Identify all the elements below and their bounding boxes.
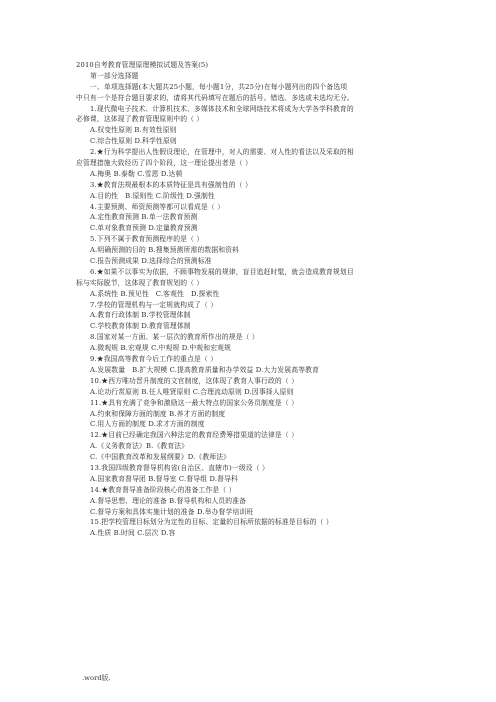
text-line: C.用人方面的制度 D.求才方面的制度 bbox=[90, 420, 205, 429]
text-line: A.定性教育预测 B.单一法教育预测 bbox=[90, 213, 198, 222]
text-line: 12.★目前已经确定我国六种法定的教育经费筹措渠道的法律是（ ） bbox=[90, 431, 299, 440]
text-line: 应管理措施大致经历了四个阶段，这一理论提出者是（ ） bbox=[76, 159, 252, 168]
text-line: 14.★教育督导准备阶段核心的准备工作是（ ） bbox=[90, 485, 236, 494]
text-line: 7.学校的管理机构与一定规就构成了（ ） bbox=[90, 300, 218, 309]
text-line: 15.把学校管理目标划分为定性的目标、定量的目标所依据的标准是目标的（ ） bbox=[90, 518, 333, 527]
text-line: A.《义务教育法》B.《教育法》 bbox=[90, 442, 189, 451]
text-line: 5.下列不属于教育预测程序的是（ ） bbox=[90, 235, 204, 244]
text-line: A.系统性 B.预见性 C.客观性 D.探索性 bbox=[90, 289, 220, 298]
document-body bbox=[76, 60, 426, 539]
text-line: C.督导方案和具体实施计划的准备 D.举办督学培训班 bbox=[90, 507, 254, 516]
text-line: 6.★如果不以事实为依据，不顾事物发展的规律，盲目追赶时髦，就会造成教育规划目 bbox=[90, 267, 354, 276]
text-line: A.教育行政体制 B.学校管理体制 bbox=[90, 311, 191, 320]
text-line: 一、单项选择题(本大题共25小题，每小题1分，共25分)在每小题列出的四个备选项 bbox=[90, 82, 348, 91]
text-line: A.明确预测的目的 B.搜集预测所需的数据和资料 bbox=[90, 246, 240, 255]
text-line: C.学校教育体制 D.教育管理体制 bbox=[90, 322, 191, 331]
text-line: 2.★行为科学提出人性假设理论，在管理中，对人的需要、对人性的看法以及采取的相 bbox=[90, 148, 354, 157]
page-footer: .word版. bbox=[82, 674, 111, 682]
text-line: 必修课，这体现了教育管理原则中的（ ） bbox=[76, 115, 204, 124]
text-line: 9.★我国高等教育今后工作的重点是（ ） bbox=[90, 355, 218, 364]
text-line: 1.现代微电子技术、计算机技术、多媒体技术和全球网络技术将成为大学各学科教育的 bbox=[90, 104, 354, 113]
text-line: 11.★具有充满了竞争和激励这一最大特点的国家公务员制度是（ ） bbox=[90, 398, 299, 407]
text-line: 3.★教育法规最根本的本质特征是具有强制性的（ ） bbox=[90, 180, 252, 189]
text-line: 标与实际脱节，这体现了教育规划的（ ） bbox=[76, 278, 204, 287]
text-line: C.《中国教育改革和发展纲要》D.《教师法》 bbox=[90, 453, 231, 462]
text-line: 8.国家对某一方面、某一层次的教育所作出的规是（ ） bbox=[90, 333, 259, 342]
text-line: A.性质 B.时间 C.层次 D.容 bbox=[90, 529, 176, 538]
text-line: C.报告预测成果 D.选择综合的预测标准 bbox=[90, 257, 212, 266]
text-line: 中只有一个是符合题目要求的，请将其代码填写在题后的括号。错选、多选或未选均无分。 bbox=[76, 93, 354, 102]
text-line: A.国家教育督导团 B.督导室 C.督导组 D.督导科 bbox=[90, 474, 238, 483]
text-line: A.发展数量 B.扩大规模 C.提高教育质量和办学效益 D.大力发展高等教育 bbox=[90, 365, 320, 374]
text-line: 第一部分选择题 bbox=[90, 71, 139, 80]
text-line: A.梅奥 B.泰勒 C.雪恩 D.达顿 bbox=[90, 169, 183, 178]
text-line: 4.主要预测、师资预测等都可以看成是（ ） bbox=[90, 202, 225, 211]
text-line: 13.我国四级教育督导机构省(自治区、直辖市)一级设（ ） bbox=[90, 463, 269, 472]
text-line: A.论功行赏原则 B.任人唯贤原则 C.合理流动原则 D.因事择人原则 bbox=[90, 387, 294, 396]
document-title: 2010自考教育管理原理模拟试题及答案(5) bbox=[76, 61, 209, 69]
text-line: 10.★西方唯功晋升制度的文官制度，这体现了教育人事行政的（ ） bbox=[90, 376, 299, 385]
text-line: C.综合性原则 D.科学性原则 bbox=[90, 137, 177, 146]
text-line: A.目的性 B.原则性 C.阶级性 D.强制性 bbox=[90, 191, 215, 200]
text-line: A.微观规 B.宏观规 C.中观规 D.中观和宏观规 bbox=[90, 344, 232, 353]
text-line: C.单对象教育预测 D.定量教育预测 bbox=[90, 224, 198, 233]
text-line: A.权变性原则 B.有效性原则 bbox=[90, 126, 177, 135]
text-line: A.约束和保障方面的制度 B.养才方面的制度 bbox=[90, 409, 226, 418]
text-line: A.督导思想、理论的准备 B.督导机构和人员的准备 bbox=[90, 496, 247, 505]
